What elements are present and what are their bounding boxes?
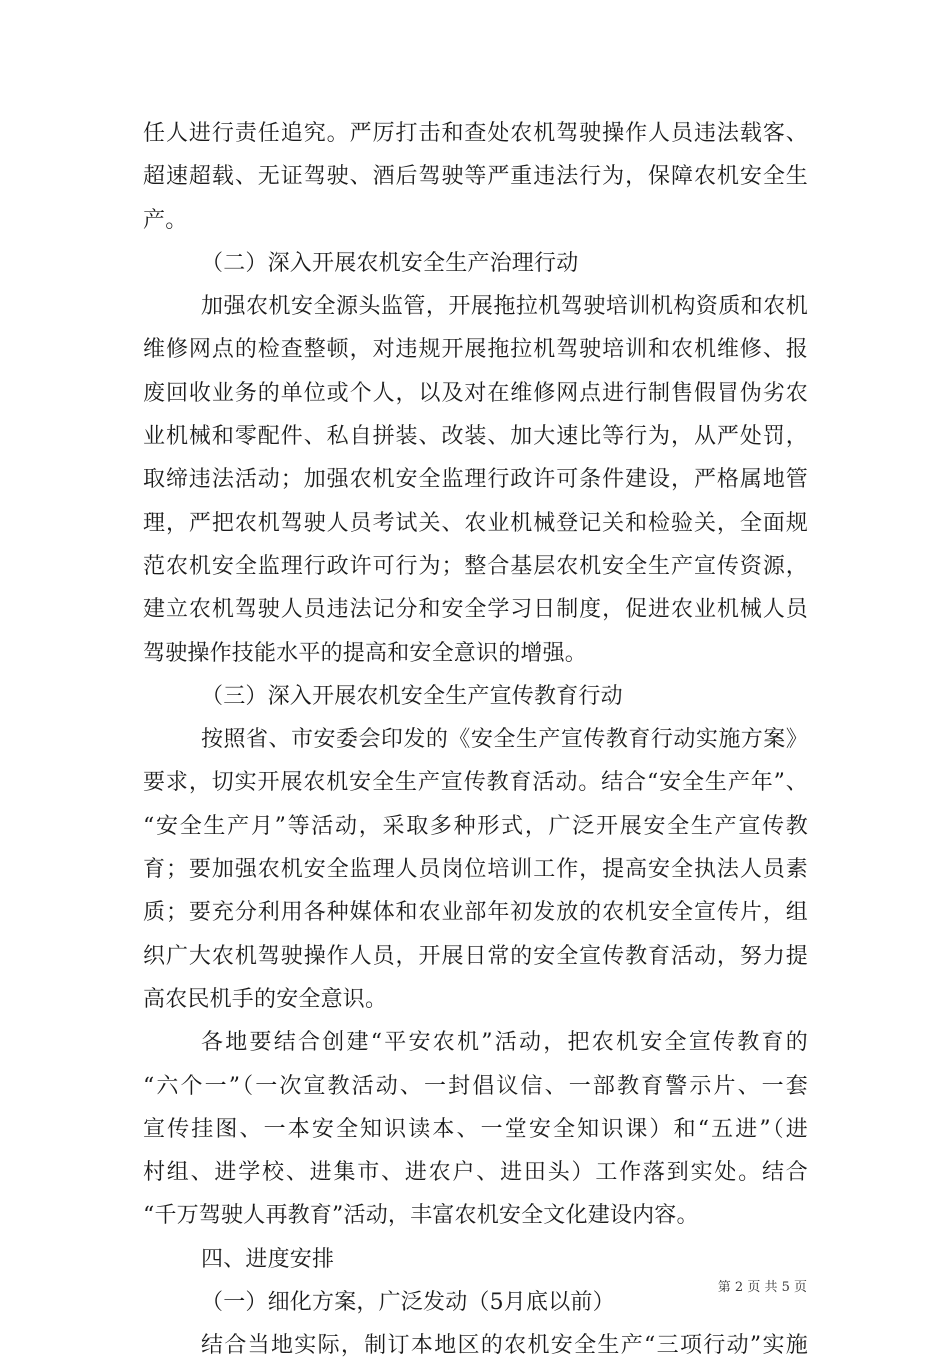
text-line: 按照省、市安委会印发的《安全生产宣传教育行动实施方案》 bbox=[201, 727, 808, 753]
text-line: 产。 bbox=[143, 207, 188, 233]
text-line: “安全生产月”等活动，采取多种形式，广泛开展安全生产宣传教 bbox=[143, 813, 808, 839]
text-line: 建立农机驾驶人员违法记分和安全学习日制度，促进农业机械人员 bbox=[143, 597, 808, 623]
section-heading: （三）深入开展农机安全生产宣传教育行动 bbox=[201, 683, 623, 709]
text-line: 育；要加强农机安全监理人员岗位培训工作，提高安全执法人员素 bbox=[143, 857, 808, 883]
text-line: 业机械和零配件、私自拼装、改装、加大速比等行为，从严处罚， bbox=[143, 424, 808, 450]
text-line: 任人进行责任追究。严厉打击和查处农机驾驶操作人员违法载客、 bbox=[143, 121, 808, 146]
text-line: 废回收业务的单位或个人，以及对在维修网点进行制售假冒伪劣农 bbox=[143, 380, 808, 406]
text-line: 宣传挂图、一本安全知识读本、一堂安全知识课）和“五进”（进 bbox=[143, 1116, 808, 1142]
document-body bbox=[143, 112, 808, 1368]
section-heading: 四、进度安排 bbox=[201, 1246, 335, 1272]
section-heading: （二）深入开展农机安全生产治理行动 bbox=[201, 250, 579, 276]
text-line: 高农民机手的安全意识。 bbox=[143, 986, 388, 1012]
text-line: 各地要结合创建“平安农机”活动，把农机安全宣传教育的 bbox=[201, 1030, 808, 1056]
text-line: 织广大农机驾驶操作人员，开展日常的安全宣传教育活动，努力提 bbox=[143, 943, 808, 969]
text-line: 理，严把农机驾驶人员考试关、农业机械登记关和检验关，全面规 bbox=[143, 510, 808, 536]
text-line: 驾驶操作技能水平的提高和安全意识的增强。 bbox=[143, 640, 588, 666]
text-line: 范农机安全监理行政许可行为；整合基层农机安全生产宣传资源， bbox=[143, 553, 808, 579]
text-line: 超速超载、无证驾驶、酒后驾驶等严重违法行为，保障农机安全生 bbox=[143, 164, 808, 190]
text-line: “六个一”（一次宣教活动、一封倡议信、一部教育警示片、一套 bbox=[143, 1073, 808, 1099]
text-line: 要求，切实开展农机安全生产宣传教育活动。结合“安全生产年”、 bbox=[143, 770, 808, 796]
text-line: 村组、进学校、进集市、进农户、进田头）工作落到实处。结合 bbox=[143, 1160, 808, 1186]
text-line: 结合当地实际，制订本地区的农机安全生产“三项行动”实施 bbox=[201, 1333, 808, 1359]
page-number: 第 2 页 共 5 页 bbox=[717, 1280, 807, 1295]
text-line: 加强农机安全源头监管，开展拖拉机驾驶培训机构资质和农机 bbox=[201, 294, 808, 320]
subsection-heading: （一）细化方案，广泛发动（5月底以前） bbox=[201, 1290, 615, 1316]
text-line: “千万驾驶人再教育”活动，丰富农机安全文化建设内容。 bbox=[143, 1203, 699, 1229]
text-line: 取缔违法活动；加强农机安全监理行政许可条件建设，严格属地管 bbox=[143, 467, 808, 493]
text-line: 质；要充分利用各种媒体和农业部年初发放的农机安全宣传片，组 bbox=[143, 900, 808, 926]
text-line: 维修网点的检查整顿，对违规开展拖拉机驾驶培训和农机维修、报 bbox=[143, 337, 808, 363]
